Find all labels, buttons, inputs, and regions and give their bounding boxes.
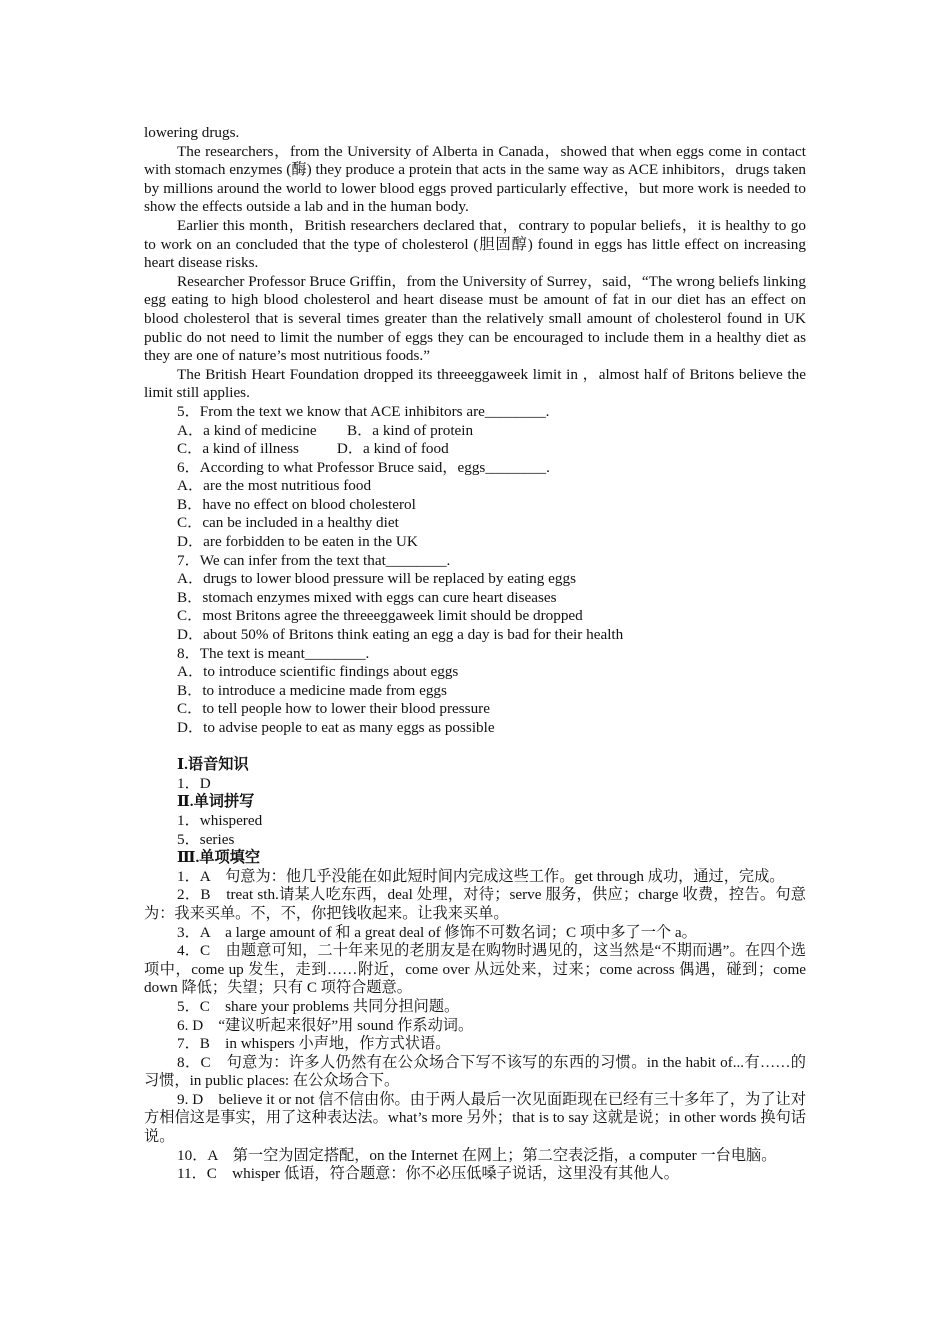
- answer-option: C．to tell people how to lower their blood pressure: [177, 700, 490, 718]
- answer-option: B．have no effect on blood cholesterol: [177, 495, 416, 513]
- answer-explanation: 8．C 句意为：许多人仍然有在公众场合下写不该写的东西的习惯。in the habit of...有……的习惯，in public places: 在公众场合下。: [144, 1053, 806, 1090]
- passage-paragraph: The researchers，from the University of Alberta in Canada，showed that when eggs come in contact with stomach enzymes (酶) they produce a protein that acts in the same way as ACE inhibitors，drugs taken by millions around the world to lower blood eggs proved particularly effective，but more work is needed to show the effects outside a lab and in the human body.: [144, 142, 806, 216]
- question-stem: 7．We can infer from the text that________.: [177, 551, 451, 569]
- answer-option: A．a kind of medicine B．a kind of protein: [177, 421, 474, 439]
- answer-item: 1．D: [177, 774, 211, 792]
- answer-option: C．a kind of illness D．a kind of food: [177, 440, 449, 458]
- answer-option: B．to introduce a medicine made from eggs: [177, 681, 447, 699]
- answer-option: A．are the most nutritious food: [177, 477, 372, 495]
- question-stem: 6．According to what Professor Bruce said，eggs________.: [177, 458, 550, 476]
- answer-explanation: 3．A a large amount of 和 a great deal of 修饰不可数名词；C 项中多了一个 a。: [177, 923, 697, 941]
- document-page: [144, 124, 806, 1184]
- passage-paragraph: Researcher Professor Bruce Griffin，from the University of Surrey，said，“The wrong beliefs linking egg eating to high blood cholesterol and heart disease must be amount of fat in our diet has an effect on blood cholesterol that is several times greater than the relatively small amount of cholesterol found in UK public do not need to limit the number of eggs they can be encouraged to include them in a healthy diet as they are one of nature’s most nutritious foods.”: [144, 272, 806, 365]
- answer-option: A．to introduce scientific findings about eggs: [177, 663, 459, 681]
- answer-explanation: 6. D “建议听起来很好”用 sound 作系动词。: [177, 1016, 474, 1034]
- answer-key: [144, 756, 806, 1184]
- passage-paragraph: lowering drugs.: [144, 124, 240, 141]
- answer-explanation: 7．B in whispers 小声地，作方式状语。: [177, 1035, 451, 1053]
- question-5: [144, 403, 806, 459]
- answer-item: 5．series: [177, 830, 235, 848]
- answer-option: A．drugs to lower blood pressure will be replaced by eating eggs: [177, 570, 576, 588]
- answer-option: D．are forbidden to be eaten in the UK: [177, 533, 418, 551]
- section-heading: Ⅰ.语音知识: [177, 756, 249, 774]
- passage-paragraph: Earlier this month，British researchers declared that，contrary to popular beliefs，it is healthy to go to work on an concluded that the type of cholesterol (胆固醇) found in eggs has little effect on increasing heart disease risks.: [144, 216, 806, 272]
- answer-explanation: 11．C whisper 低语，符合题意：你不必压低嗓子说话，这里没有其他人。: [177, 1165, 679, 1183]
- answer-explanation: 9. D believe it or not 信不信由你。由于两人最后一次见面距现在已经有三十多年了，为了让对方相信这是事实，用了这种表达法。what’s more 另外；that is to say 这就是说；in other words 换句话说。: [144, 1090, 806, 1146]
- answer-option: B．stomach enzymes mixed with eggs can cure heart diseases: [177, 588, 557, 606]
- answer-explanation: 10．A 第一空为固定搭配，on the Internet 在网上；第二空表泛指，a computer 一台电脑。: [177, 1146, 777, 1164]
- question-7: [144, 552, 806, 645]
- answer-explanation: 2．B treat sth.请某人吃东西，deal 处理，对待；serve 服务，供应；charge 收费，控告。句意为：我来买单。不，不，你把钱收起来。让我来买单。: [144, 886, 806, 922]
- section-heading: Ⅲ.单项填空: [177, 849, 261, 867]
- question-list: [144, 403, 806, 738]
- question-6: [144, 459, 806, 552]
- answer-explanation: 5．C share your problems 共同分担问题。: [177, 997, 460, 1015]
- section-spacer: [144, 738, 806, 757]
- section-heading: Ⅱ.单词拼写: [177, 793, 255, 811]
- answer-explanation: 1．A 句意为：他几乎没能在如此短时间内完成这些工作。get through 成功，通过，完成。: [177, 867, 785, 885]
- answer-option: C．most Britons agree the threeeggaweek limit should be dropped: [177, 607, 583, 625]
- question-stem: 5．From the text we know that ACE inhibitors are________.: [177, 402, 550, 420]
- answer-option: C．can be included in a healthy diet: [177, 514, 399, 532]
- answer-option: D．about 50% of Britons think eating an egg a day is bad for their health: [177, 626, 624, 644]
- reading-passage: [144, 124, 806, 403]
- answer-explanation: 4．C 由题意可知，二十年来见的老朋友是在购物时遇见的，这当然是“不期而遇”。在四个选项中，come up 发生，走到……附近，come over 从远处来，过来；come across 偶遇，碰到；come down 降低；失望；只有 C 项符合题意。: [144, 942, 806, 997]
- passage-paragraph: The British Heart Foundation dropped its threeeggaweek limit in ，almost half of Britons believe the limit still applies.: [144, 365, 806, 402]
- question-8: [144, 645, 806, 738]
- question-stem: 8．The text is meant________.: [177, 644, 370, 662]
- answer-option: D．to advise people to eat as many eggs as possible: [177, 719, 495, 736]
- answer-item: 1．whispered: [177, 811, 263, 829]
